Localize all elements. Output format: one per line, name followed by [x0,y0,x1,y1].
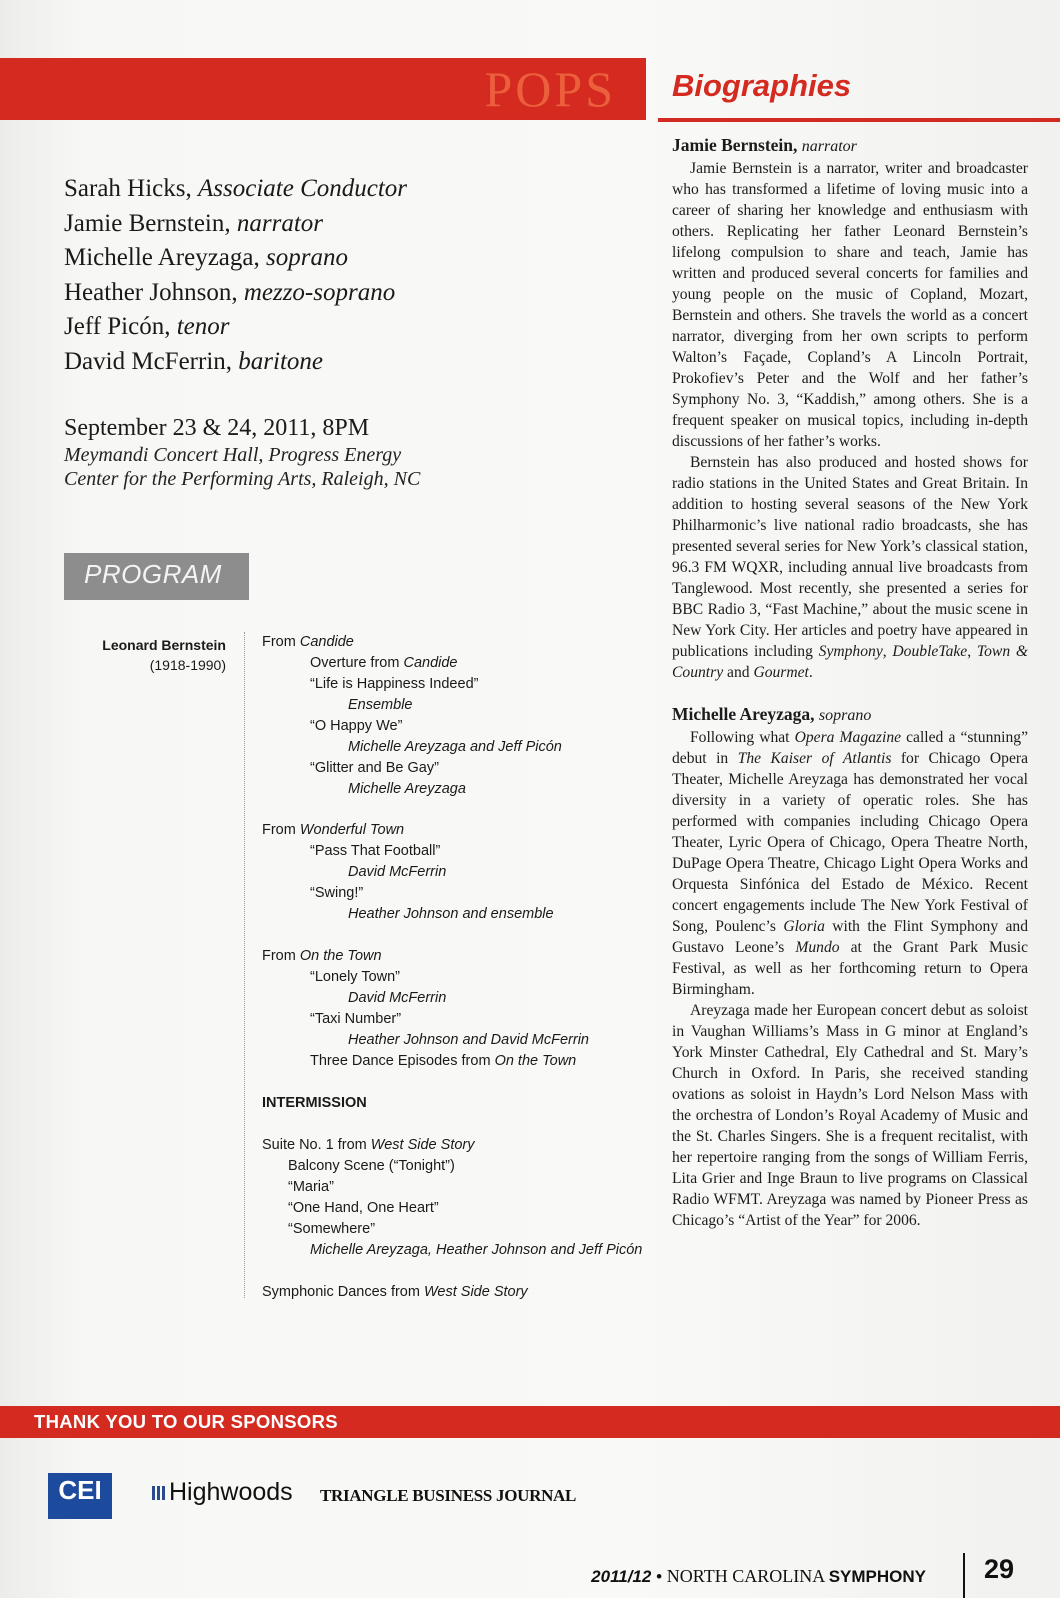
performer-row [64,310,624,345]
event-info [64,413,624,491]
footer-org: NORTH CAROLINA [666,1566,829,1586]
program-performer: Michelle Areyzaga [348,781,466,797]
program-performer: David McFerrin [348,990,447,1006]
bio-heading: Michelle Areyzaga, soprano [672,704,872,724]
footer-line [591,1566,926,1587]
bio-paragraph: Areyzaga made her European concert debut as soloist in Vaughan Williams’s Mass in G minor at England’s York Minster Cathedral, Ely Cathedral and St. Mary’s Church in Oxford. In Paris, she received standing ovations as soloist in Haydn’s Lord Nelson Mass with the orchestra of London’s Royal Academy of Music and the St. Charles Singers. She is a frequent recitalist, with her repertoire ranging from the songs of William Ferris, Lita Grier and Inge Braun to live programs on Classical Radio WFMT. Areyzaga was named by Pioneer Press as Chicago’s “Artist of the Year” for 2006. [672,1002,1028,1229]
highwoods-logo: Highwoods [152,1478,293,1507]
performer-row [64,172,624,207]
program-line: Three Dance Episodes from On the Town [310,1053,577,1069]
composer-block [60,635,226,675]
biographies-column [672,134,1028,1231]
bio-paragraph: Bernstein has also produced and hosted shows for radio stations in the United States and Great Britain. In addition to hosting several seasons of the New York Philharmonic’s live national radio broadcasts, she has presented several series for New York’s classical station, 96.3 FM WQXR, including annual live broadcasts from Tanglewood. Most recently, she presented a series for BBC Radio 3, “Fast Machine,” about the music scene in New York City. Her articles and poetry have appeared in publications including Symphony, DoubleTake, Town & Country and Gourmet. [672,454,1029,681]
program-line: “Pass That Football” [310,843,441,859]
program-line: Suite No. 1 from West Side Story [262,1137,475,1153]
program-line: “O Happy We” [310,718,403,734]
performer-role: baritone [238,347,323,375]
event-venue-line2: Center for the Performing Arts, Raleigh, NC [64,468,421,490]
program-line: “Maria” [288,1179,334,1195]
program-label: PROGRAM [84,559,222,589]
performer-row [64,241,624,276]
sponsor-heading: THANK YOU TO OUR SPONSORS [34,1411,338,1432]
program-line: “Glitter and Be Gay” [310,760,439,776]
event-venue-line1: Meymandi Concert Hall, Progress Energy [64,444,402,466]
program-line: “One Hand, One Heart” [288,1200,439,1216]
bio-paragraph: Following what Opera Magazine called a “stunning” debut in The Kaiser of Atlantis for Chicago Opera Theater, Michelle Areyzaga has demonstrated her vocal diversity in a variety of operatic roles. She has performed with companies including Chicago Opera Theater, Lyric Opera of Chicago, Opera Theatre North, DuPage Opera Theatre, Chicago Light Opera Works and Orquesta Sinfónica del Estado de México. Recent concert engagements include The New York Festival of Song, Poulenc’s Gloria with the Flint Symphony and Gustavo Leone’s Mundo at the Grant Park Music Festival, as well as her forthcoming return to Opera Birmingham. [672,729,1029,998]
program-performer: Heather Johnson and David McFerrin [348,1032,589,1048]
pops-header-bar [0,58,646,120]
biographies-rule [658,118,1060,122]
performer-list [64,172,624,380]
performer-row [64,207,624,242]
program-performer: Michelle Areyzaga and Jeff Picón [348,739,562,755]
footer-separator [963,1553,965,1598]
performer-name: Jeff Picón, [64,313,171,341]
program-line: From Wonderful Town [262,822,405,838]
page-number: 29 [984,1554,1015,1584]
program-line: “Life is Happiness Indeed” [310,676,479,692]
performer-role: mezzo-soprano [243,278,396,306]
performer-role: narrator [236,209,324,237]
program-performer: David McFerrin [348,864,447,880]
triangle-business-journal-logo: TRIANGLE BUSINESS JOURNAL [320,1486,577,1505]
cei-logo: CEI [48,1473,112,1519]
performer-row [64,345,624,380]
biographies-title: Biographies [672,68,852,103]
performer-role: soprano [266,244,348,272]
program-performer: Michelle Areyzaga, Heather Johnson and Jeff Picón [310,1242,643,1258]
performer-name: Sarah Hicks, [64,175,192,202]
composer-dates: (1918-1990) [149,657,226,673]
program-line: Overture from Candide [310,655,458,671]
performer-name: David McFerrin, [64,347,233,375]
footer-season: 2011/12 [591,1567,652,1586]
program-performer: Ensemble [348,697,413,713]
bio-heading: Jamie Bernstein, narrator [672,135,857,155]
composer-name: Leonard Bernstein [102,637,226,653]
footer-bullet: • [656,1567,663,1586]
program-performer: Heather Johnson and ensemble [348,906,554,922]
bio-paragraph: Jamie Bernstein is a narrator, writer and broadcaster who has transformed a lifetime of loving music into a career of sharing her knowledge and enthusiasm with others. Replicating her father Leonard Bernstein’s lifelong compulsion to share and teach, Jamie has written and produced several concerts for families and young people on the music of Copland, Mozart, Bernstein and others. She travels the world as a concert narrator, diverging from her own scripts to perform Walton’s Façade, Copland’s A Lincoln Portrait, Prokofiev’s Peter and the Wolf and her father’s Symphony No. 3, “Kaddish,” among others. She is a frequent speaker on musical topics, including in-depth discussions of her father’s works. [672,160,1028,450]
performer-role: tenor [176,313,230,341]
program-line: From Candide [262,634,354,650]
program-line: “Taxi Number” [310,1011,402,1027]
footer-org-bold: SYMPHONY [828,1567,926,1586]
program-divider [244,632,245,1298]
section-title: POPS [484,61,616,117]
performer-role: Associate Conductor [198,175,408,202]
performer-name: Jamie Bernstein, [64,209,231,237]
program-line: Symphonic Dances from West Side Story [262,1284,528,1300]
program-line: “Somewhere” [288,1221,376,1237]
performer-name: Michelle Areyzaga, [64,244,260,272]
intermission-label: INTERMISSION [262,1095,367,1111]
performer-row [64,276,624,311]
program-line: From On the Town [262,948,382,964]
event-date: September 23 & 24, 2011, 8PM [64,415,370,441]
sponsor-bar [0,1406,1060,1438]
program-line: “Lonely Town” [310,969,401,985]
program-label-box [64,553,249,600]
program-line: Balcony Scene (“Tonight”) [288,1158,455,1174]
highwoods-mark-icon [152,1486,166,1500]
performer-name: Heather Johnson, [64,278,238,306]
program-line: “Swing!” [310,885,364,901]
